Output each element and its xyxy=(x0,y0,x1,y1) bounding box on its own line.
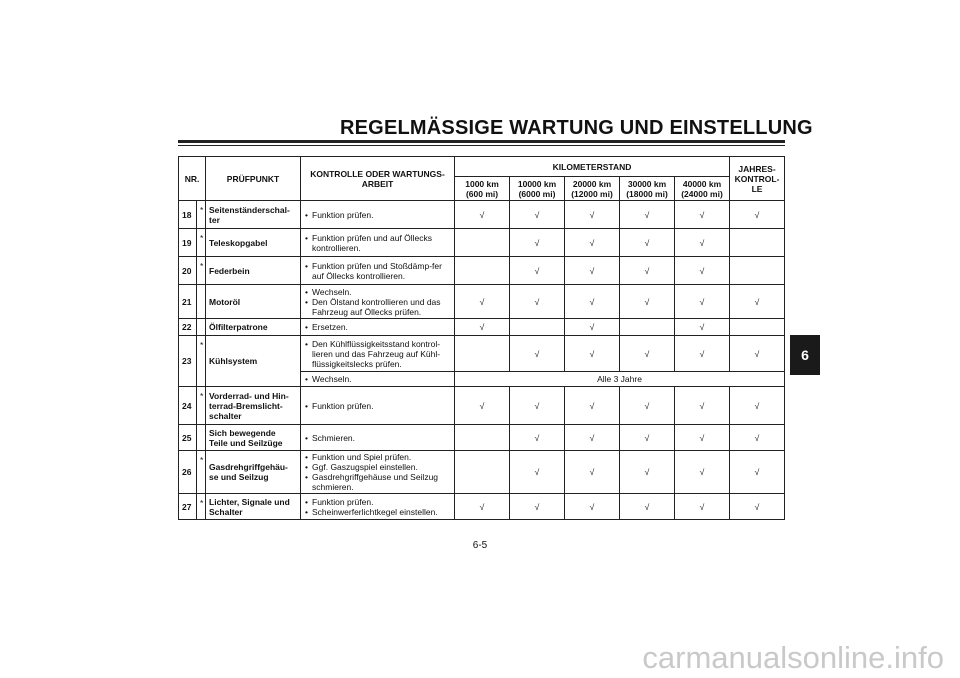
special-note-star: * xyxy=(197,494,206,520)
interval-cell xyxy=(565,201,620,229)
interval-cell xyxy=(730,494,785,520)
check-mark: √ xyxy=(699,400,705,411)
check-mark: √ xyxy=(699,467,705,477)
pruefpunkt-cell: Kühlsystem xyxy=(206,336,301,387)
check-mark: √ xyxy=(589,400,595,411)
row-number: 21 xyxy=(179,285,197,319)
check-mark: √ xyxy=(534,501,540,512)
pruefpunkt-cell: Vorderrad- und Hin- terrad-Bremslicht- schalter xyxy=(206,387,301,425)
special-note-star: * xyxy=(197,451,206,494)
interval-cell xyxy=(455,336,510,372)
interval-cell xyxy=(675,201,730,229)
interval-cell xyxy=(620,257,675,285)
check-mark: √ xyxy=(534,432,540,443)
check-mark: √ xyxy=(589,265,595,276)
interval-cell xyxy=(730,257,785,285)
interval-cell xyxy=(565,451,620,494)
interval-cell xyxy=(620,451,675,494)
check-mark: √ xyxy=(589,467,595,477)
check-mark: √ xyxy=(699,322,705,332)
task-list xyxy=(304,374,451,384)
task-item: • Ersetzen. xyxy=(304,322,451,332)
task-list xyxy=(304,433,451,443)
header-jahres-text: JAHRES- KONTROL- LE xyxy=(734,163,780,194)
table-row xyxy=(179,425,785,451)
interval-cell xyxy=(730,319,785,336)
page-number: 6-5 xyxy=(472,540,488,551)
interval-cell xyxy=(510,229,565,257)
interval-cell xyxy=(730,229,785,257)
special-note-star xyxy=(197,285,206,319)
interval-cell xyxy=(510,336,565,372)
interval-cell xyxy=(620,494,675,520)
interval-cell xyxy=(455,387,510,425)
task-list xyxy=(304,261,451,281)
row-number: 25 xyxy=(179,425,197,451)
check-mark: √ xyxy=(754,348,760,359)
special-note-star xyxy=(197,319,206,336)
task-item: • Funktion und Spiel prüfen. xyxy=(304,452,451,462)
row-number: 19 xyxy=(179,229,197,257)
task-list xyxy=(304,452,451,492)
pruefpunkt-cell: Sich bewegende Teile und Seilzüge xyxy=(206,425,301,451)
row-number: 20 xyxy=(179,257,197,285)
interval-cell xyxy=(620,387,675,425)
check-mark: √ xyxy=(534,237,540,248)
interval-cell xyxy=(620,336,675,372)
interval-cell xyxy=(675,229,730,257)
pruefpunkt-cell: Lichter, Signale und Schalter xyxy=(206,494,301,520)
check-mark: √ xyxy=(644,348,650,359)
header-km-4: 40000 km (24000 mi) xyxy=(675,177,730,201)
check-mark: √ xyxy=(699,501,705,512)
interval-cell xyxy=(455,229,510,257)
header-km-2: 20000 km (12000 mi) xyxy=(565,177,620,201)
interval-cell xyxy=(510,451,565,494)
table-row xyxy=(179,201,785,229)
check-mark: √ xyxy=(479,296,485,307)
interval-cell xyxy=(675,425,730,451)
task-cell xyxy=(301,336,455,372)
interval-cell xyxy=(510,257,565,285)
check-mark: √ xyxy=(534,348,540,359)
interval-cell xyxy=(565,425,620,451)
interval-cell xyxy=(455,285,510,319)
interval-cell xyxy=(510,425,565,451)
check-mark: √ xyxy=(589,296,595,307)
check-mark: √ xyxy=(754,467,760,477)
interval-cell xyxy=(675,494,730,520)
task-item: • Funktion prüfen. xyxy=(304,210,451,220)
page-title: REGELMÄSSIGE WARTUNG UND EINSTELLUNG xyxy=(340,117,813,139)
task-item: • Funktion prüfen. xyxy=(304,497,451,507)
row-number: 27 xyxy=(179,494,197,520)
special-note-star: * xyxy=(197,201,206,229)
interval-cell xyxy=(730,336,785,372)
interval-cell xyxy=(455,257,510,285)
task-cell xyxy=(301,387,455,425)
interval-cell xyxy=(730,285,785,319)
pruefpunkt-cell: Ölfilterpatrone xyxy=(206,319,301,336)
table-row xyxy=(179,494,785,520)
pruefpunkt-cell: Seitenständerschal- ter xyxy=(206,201,301,229)
interval-cell xyxy=(620,425,675,451)
row-number: 22 xyxy=(179,319,197,336)
interval-cell xyxy=(565,319,620,336)
special-note-star: * xyxy=(197,257,206,285)
check-mark: √ xyxy=(754,209,760,220)
title-rule-thick xyxy=(178,140,785,143)
interval-cell xyxy=(730,451,785,494)
interval-cell xyxy=(730,425,785,451)
task-item: • Den Kühlflüssigkeitsstand kontrol-lieren und das Fahrzeug auf Kühl-flüssigkeitslecks prüfen. xyxy=(304,339,451,369)
check-mark: √ xyxy=(644,265,650,276)
task-item: • Wechseln. xyxy=(304,287,451,297)
pruefpunkt-cell: Teleskopgabel xyxy=(206,229,301,257)
check-mark: √ xyxy=(644,209,650,220)
special-note-star: * xyxy=(197,387,206,425)
interval-cell xyxy=(455,451,510,494)
interval-cell xyxy=(455,319,510,336)
interval-cell xyxy=(565,257,620,285)
interval-text-cell: Alle 3 Jahre xyxy=(455,372,785,387)
chapter-tab: 6 xyxy=(790,335,820,375)
header-jahreskontrolle xyxy=(730,157,785,201)
table-row xyxy=(179,257,785,285)
task-list xyxy=(304,322,451,332)
special-note-star: * xyxy=(197,229,206,257)
interval-cell xyxy=(675,451,730,494)
check-mark: √ xyxy=(644,237,650,248)
interval-cell xyxy=(565,285,620,319)
check-mark: √ xyxy=(479,209,485,220)
task-item: • Gasdrehgriffgehäuse und Seilzug schmieren. xyxy=(304,472,451,492)
check-mark: √ xyxy=(479,400,485,411)
task-item: • Wechseln. xyxy=(304,374,451,384)
check-mark: √ xyxy=(644,400,650,411)
interval-cell xyxy=(565,336,620,372)
special-note-star xyxy=(197,425,206,451)
interval-cell xyxy=(510,285,565,319)
task-cell xyxy=(301,451,455,494)
interval-cell xyxy=(565,387,620,425)
pruefpunkt-cell: Motoröl xyxy=(206,285,301,319)
interval-cell xyxy=(565,229,620,257)
pruefpunkt-cell: Federbein xyxy=(206,257,301,285)
task-cell xyxy=(301,229,455,257)
interval-cell xyxy=(675,285,730,319)
interval-cell xyxy=(510,319,565,336)
check-mark: √ xyxy=(699,209,705,220)
title-rule-thin xyxy=(178,145,785,146)
check-mark: √ xyxy=(644,501,650,512)
check-mark: √ xyxy=(754,400,760,411)
check-mark: √ xyxy=(589,501,595,512)
interval-cell xyxy=(510,387,565,425)
watermark: carmanualsonline.info xyxy=(642,640,944,675)
header-kontrolle-text: KONTROLLE ODER WARTUNGS- ARBEIT xyxy=(310,168,445,189)
task-item: • Ggf. Gaszugspiel einstellen. xyxy=(304,462,451,472)
header-km-1: 10000 km (6000 mi) xyxy=(510,177,565,201)
header-km-0: 1000 km (600 mi) xyxy=(455,177,510,201)
check-mark: √ xyxy=(754,432,760,443)
check-mark: √ xyxy=(699,348,705,359)
check-mark: √ xyxy=(644,296,650,307)
interval-cell xyxy=(730,201,785,229)
task-cell xyxy=(301,285,455,319)
check-mark: √ xyxy=(589,348,595,359)
check-mark: √ xyxy=(589,237,595,248)
check-mark: √ xyxy=(754,501,760,512)
task-item: • Funktion prüfen und auf Öllecks kontrollieren. xyxy=(304,233,451,253)
task-cell xyxy=(301,372,455,387)
header-nr: NR. xyxy=(179,157,206,201)
check-mark: √ xyxy=(479,501,485,512)
task-list xyxy=(304,497,451,517)
interval-cell xyxy=(675,336,730,372)
task-cell xyxy=(301,319,455,336)
check-mark: √ xyxy=(589,322,595,332)
row-number: 26 xyxy=(179,451,197,494)
task-list xyxy=(304,233,451,253)
interval-cell xyxy=(675,257,730,285)
task-item: • Funktion prüfen. xyxy=(304,401,451,411)
task-list xyxy=(304,210,451,220)
pruefpunkt-cell: Gasdrehgriffgehäu- se und Seilzug xyxy=(206,451,301,494)
interval-cell xyxy=(510,494,565,520)
interval-cell xyxy=(675,387,730,425)
task-list xyxy=(304,287,451,317)
table-row xyxy=(179,336,785,372)
table-row xyxy=(179,387,785,425)
check-mark: √ xyxy=(534,467,540,477)
interval-cell xyxy=(455,201,510,229)
interval-cell xyxy=(455,494,510,520)
check-mark: √ xyxy=(699,237,705,248)
header-km-3: 30000 km (18000 mi) xyxy=(620,177,675,201)
interval-cell xyxy=(565,494,620,520)
check-mark: √ xyxy=(754,296,760,307)
task-cell xyxy=(301,425,455,451)
interval-cell xyxy=(620,201,675,229)
interval-cell xyxy=(620,285,675,319)
interval-cell xyxy=(730,387,785,425)
check-mark: √ xyxy=(534,296,540,307)
interval-cell xyxy=(455,425,510,451)
table-row xyxy=(179,229,785,257)
check-mark: √ xyxy=(534,400,540,411)
interval-cell xyxy=(620,229,675,257)
special-note-star: * xyxy=(197,336,206,387)
check-mark: √ xyxy=(534,265,540,276)
interval-cell xyxy=(675,319,730,336)
check-mark: √ xyxy=(479,322,485,332)
check-mark: √ xyxy=(644,467,650,477)
row-number: 24 xyxy=(179,387,197,425)
task-item: • Schmieren. xyxy=(304,433,451,443)
table-row xyxy=(179,285,785,319)
row-number: 23 xyxy=(179,336,197,387)
task-cell xyxy=(301,257,455,285)
check-mark: √ xyxy=(534,209,540,220)
task-item: • Funktion prüfen und Stoßdämp-fer auf Öllecks kontrollieren. xyxy=(304,261,451,281)
task-cell xyxy=(301,201,455,229)
table-row xyxy=(179,451,785,494)
interval-cell xyxy=(510,201,565,229)
task-list xyxy=(304,339,451,369)
task-cell xyxy=(301,494,455,520)
table-row xyxy=(179,319,785,336)
task-list xyxy=(304,401,451,411)
header-pruefpunkt: PRÜFPUNKT xyxy=(206,157,301,201)
check-mark: √ xyxy=(699,296,705,307)
check-mark: √ xyxy=(589,432,595,443)
check-mark: √ xyxy=(589,209,595,220)
row-number: 18 xyxy=(179,201,197,229)
task-item: • Den Ölstand kontrollieren und das Fahrzeug auf Öllecks prüfen. xyxy=(304,297,451,317)
maintenance-table xyxy=(178,156,785,520)
check-mark: √ xyxy=(699,265,705,276)
header-kontrolle xyxy=(301,157,455,201)
check-mark: √ xyxy=(699,432,705,443)
interval-cell xyxy=(620,319,675,336)
task-item: • Scheinwerferlichtkegel einstellen. xyxy=(304,507,451,517)
header-kilometerstand: KILOMETERSTAND xyxy=(455,157,730,177)
check-mark: √ xyxy=(644,432,650,443)
